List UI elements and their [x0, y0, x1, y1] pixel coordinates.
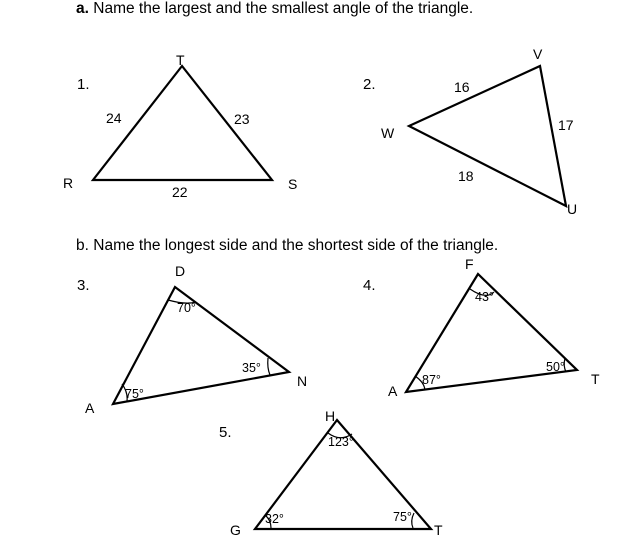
problem-5-number: 5.	[219, 424, 232, 441]
part-a-letter: a.	[76, 0, 89, 17]
triangle-3-vertex-n: N	[297, 373, 308, 389]
triangle-4-angle-a: 87°	[422, 373, 441, 387]
triangle-2	[381, 46, 577, 217]
triangle-5-angle-t-arc	[412, 513, 414, 528]
problem-3-number: 3.	[77, 277, 90, 294]
triangle-2-side-vu: 17	[558, 117, 574, 133]
triangle-3-vertex-a: A	[85, 400, 95, 416]
triangle-5-angle-h: 123°	[328, 435, 354, 449]
triangle-1-vertex-s: S	[288, 176, 298, 192]
triangle-3-angle-n: 35°	[242, 361, 261, 375]
triangle-4-vertex-f: F	[465, 256, 474, 272]
triangle-1-side-rs: 22	[172, 184, 188, 200]
problem-1-number: 1.	[77, 76, 90, 93]
triangle-3-angle-a: 75°	[125, 387, 144, 401]
triangle-2-side-wu: 18	[458, 168, 474, 184]
triangle-2-outline	[409, 66, 566, 206]
problem-4-number: 4.	[363, 277, 376, 294]
triangle-1-vertex-r: R	[63, 175, 74, 191]
triangle-4-vertex-a: A	[388, 383, 398, 399]
triangle-2-vertex-u: U	[567, 201, 578, 217]
triangle-2-vertex-v: V	[533, 46, 543, 62]
triangle-3	[85, 263, 307, 416]
triangle-5-vertex-h: H	[325, 408, 336, 424]
triangle-3-angle-n-arc	[268, 358, 270, 375]
triangle-4	[388, 256, 600, 399]
triangle-5-vertex-t: T	[434, 522, 443, 538]
part-b-text: Name the longest side and the shortest side of the triangle.	[93, 237, 499, 254]
part-a-text: Name the largest and the smallest angle of the triangle.	[93, 0, 474, 17]
triangle-1-side-ts: 23	[234, 111, 250, 127]
triangle-4-vertex-t: T	[591, 371, 600, 387]
triangle-1-side-rt: 24	[106, 110, 122, 126]
triangle-3-vertex-d: D	[175, 263, 186, 279]
triangle-2-side-wv: 16	[454, 79, 470, 95]
triangle-5-angle-t: 75°	[393, 510, 412, 524]
triangle-1	[63, 52, 297, 200]
triangle-1-vertex-t: T	[176, 52, 185, 68]
triangle-4-angle-f: 43°	[475, 290, 494, 304]
triangle-5-angle-g: 32°	[265, 512, 284, 526]
problem-2-number: 2.	[363, 76, 376, 93]
triangle-5	[230, 408, 443, 538]
triangle-3-angle-d: 70°	[177, 301, 196, 315]
triangle-5-vertex-g: G	[230, 522, 241, 538]
part-b-letter: b.	[76, 237, 89, 254]
triangle-2-vertex-w: W	[381, 125, 395, 141]
triangle-4-angle-t: 50°	[546, 360, 565, 374]
